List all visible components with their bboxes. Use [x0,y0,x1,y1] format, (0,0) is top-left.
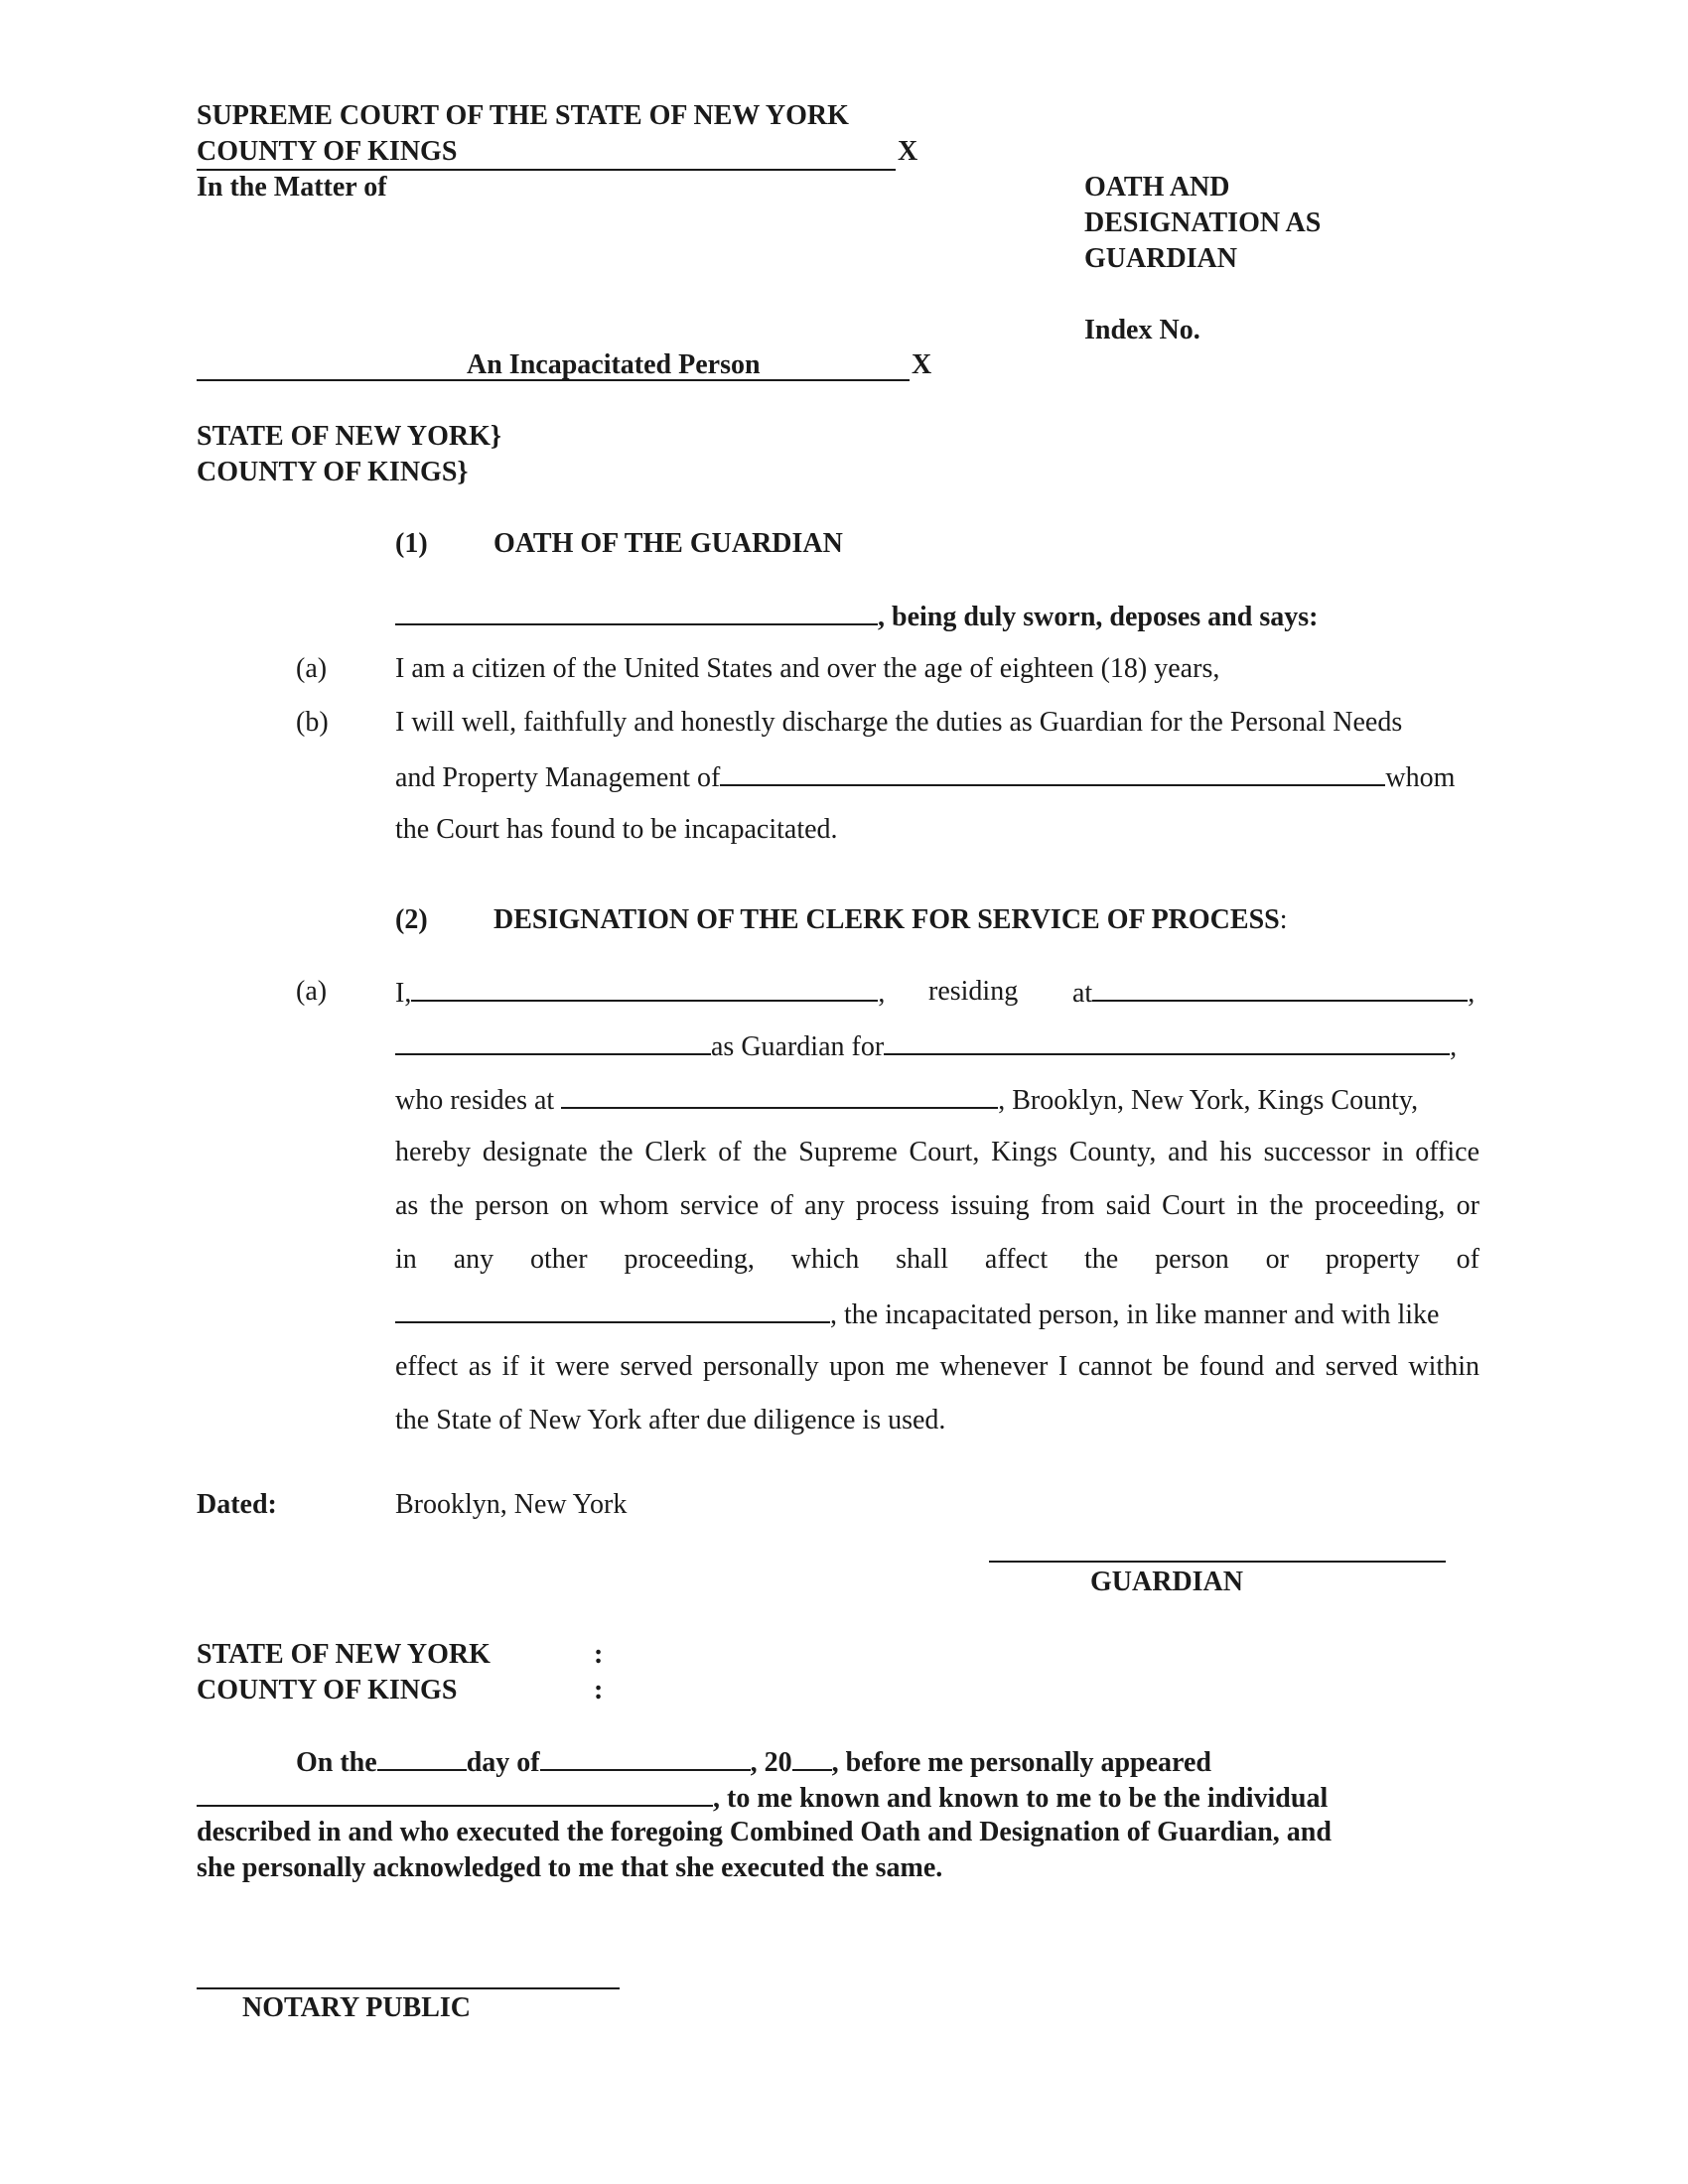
designation-line2-end: , [1450,1031,1458,1062]
designation-line5: as the person on whom service of any process issuing from said Court in the proceeding, or [395,1190,1479,1221]
designation-line3 [395,1083,1418,1117]
ack-line2 [197,1781,1328,1815]
designation-heading-colon: : [1279,904,1288,935]
guardian-address-blank[interactable] [1092,976,1468,1002]
ack-line1 [296,1745,1211,1779]
ack-year-blank[interactable] [792,1745,832,1771]
doc-title-line3: GUARDIAN [1084,243,1237,274]
ack-venue-county-colon: : [594,1675,604,1706]
ack-known: , to me known and known to me to be the individual [713,1783,1329,1814]
designation-line2 [395,1029,1457,1063]
doc-title-line1: OATH AND [1084,172,1230,203]
oath-b-line3: the Court has found to be incapacitated. [395,814,838,845]
index-number-label: Index No. [1084,315,1200,345]
designation-comma: , [878,978,886,1009]
designation-line1-end: , [1468,978,1476,1009]
oath-heading: OATH OF THE GUARDIAN [493,528,843,559]
caption-x-top: X [898,136,918,167]
doc-title-line2: DESIGNATION AS [1084,207,1322,238]
dated-label: Dated: [197,1489,277,1520]
ack-on-the: On the [296,1747,377,1778]
guardian-signature-label: GUARDIAN [1090,1567,1243,1597]
designation-as-guardian: as Guardian for [711,1031,885,1062]
designation-resides-at: who resides at [395,1085,555,1116]
oath-sworn-text: , being duly sworn, deposes and says: [878,602,1319,632]
court-name: SUPREME COURT OF THE STATE OF NEW YORK [197,100,849,131]
ack-venue-state-colon: : [594,1639,604,1670]
designation-line7 [395,1297,1439,1331]
oath-a-text: I am a citizen of the United States and over the age of eighteen (18) years, [395,653,1220,684]
designation-heading [493,904,1288,936]
venue-county: COUNTY OF KINGS} [197,457,469,487]
dated-place: Brooklyn, New York [395,1489,628,1520]
ack-day-of: day of [466,1747,540,1778]
ward-address-blank[interactable] [561,1083,998,1109]
designation-line8: effect as if it were served personally upon me whenever I cannot be found and served within [395,1351,1479,1382]
notary-public-label: NOTARY PUBLIC [242,1992,472,2023]
designation-residing: residing [928,976,1019,1007]
designation-line6: in any other proceeding, which shall affect the person or property of [395,1244,1479,1275]
designation-residing-at [1072,976,1475,1010]
ack-month-blank[interactable] [540,1745,751,1771]
ack-appearer-blank[interactable] [197,1781,713,1807]
designation-at: at [1072,978,1093,1009]
ack-line3: described in and who executed the foregoing Combined Oath and Designation of Guardian, and [197,1817,1332,1847]
incapacitated-person-blank[interactable] [395,1297,830,1323]
notary-signature-line[interactable] [197,1987,620,1989]
designation-line4: hereby designate the Clerk of the Supreme Court, Kings County, and his successor in office [395,1137,1479,1167]
oath-b-line2-pre: and Property Management of [395,762,721,793]
oath-a-label: (a) [296,653,328,684]
deponent-name-blank[interactable] [395,600,878,625]
designation-i: I, [395,978,412,1009]
oath-b-label: (b) [296,707,329,738]
oath-b-line2-post: whom [1385,762,1456,793]
designation-heading-text: DESIGNATION OF THE CLERK FOR SERVICE OF PROCESS [493,904,1280,935]
venue-state: STATE OF NEW YORK} [197,421,501,452]
ack-year-prefix: , 20 [750,1747,792,1778]
ack-venue-county: COUNTY OF KINGS [197,1675,458,1706]
designation-number: (2) [395,904,428,935]
oath-b-line2 [395,760,1455,794]
designation-a-label: (a) [296,976,328,1007]
designation-line7-text: , the incapacitated person, in like manner and with like [830,1299,1440,1330]
incapacitated-name-blank[interactable] [720,760,1385,786]
ward-name-blank[interactable] [884,1029,1450,1055]
guardian-signature-line[interactable] [989,1561,1446,1563]
guardian-name-blank[interactable] [411,976,878,1002]
designation-line9: the State of New York after due diligence is used. [395,1405,946,1435]
designation-location: , Brooklyn, New York, Kings County, [998,1085,1419,1116]
designation-line1 [395,976,885,1010]
guardian-type-blank[interactable] [395,1029,711,1055]
ack-appeared: , before me personally appeared [831,1747,1211,1778]
ack-venue-state: STATE OF NEW YORK [197,1639,491,1670]
court-county: COUNTY OF KINGS [197,136,458,167]
oath-number: (1) [395,528,428,559]
in-the-matter-of: In the Matter of [197,172,387,203]
oath-b-line1: I will well, faithfully and honestly discharge the duties as Guardian for the Personal Needs [395,707,1403,738]
oath-sworn-line [395,600,1318,633]
caption-x-bottom: X [912,349,932,380]
incapacitated-person-label: An Incapacitated Person [467,349,761,380]
ack-day-blank[interactable] [377,1745,467,1771]
ack-line4: she personally acknowledged to me that she executed the same. [197,1852,943,1883]
caption-top-rule [197,169,896,171]
